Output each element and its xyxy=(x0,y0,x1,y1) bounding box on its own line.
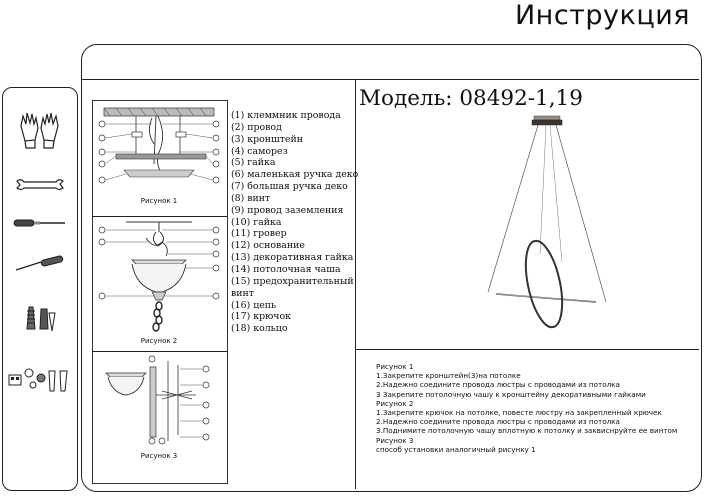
parts-list-item: (14) потолочная чаша xyxy=(231,263,341,275)
parts-list-item: (8) винт xyxy=(231,192,271,204)
tools-panel xyxy=(2,87,78,491)
model-label: Модель: 08492-1,19 xyxy=(359,86,583,111)
parts-list xyxy=(231,110,361,335)
figure-divider-2 xyxy=(92,351,227,352)
instruction-line: 1.Закрепите кронштейн(3)на потолке xyxy=(376,371,521,381)
parts-list-item: (11) гровер xyxy=(231,228,287,240)
figure-1-caption: Рисунок 1 xyxy=(140,197,178,205)
instruction-line: 2.Надежно соедините провода люстры с проводами из потолка xyxy=(376,417,620,427)
figure-3-caption: Рисунок 3 xyxy=(140,452,178,460)
wall-anchor-screws-icon xyxy=(23,303,59,333)
parts-list-item: (10) гайка xyxy=(231,216,282,228)
instruction-line: 1.Закрепите крючок на потолке, повесте люстру на закрепленный крючек xyxy=(376,408,662,418)
parts-list-item: (12) основание xyxy=(231,240,305,252)
right-divider xyxy=(355,349,699,350)
parts-list-item: (1) клеммник провода xyxy=(231,110,341,121)
header-divider xyxy=(82,79,699,80)
parts-list-item: (3) кронштейн xyxy=(231,133,303,145)
parts-list-item: (4) саморез xyxy=(231,145,288,157)
figure-1-drawing xyxy=(96,104,222,196)
test-screwdriver-icon xyxy=(13,256,67,272)
instruction-line: способ установки аналогичный рисунку 1 xyxy=(376,444,536,454)
figure-2-drawing xyxy=(96,220,222,336)
parts-list-item: (5) гайка xyxy=(231,157,276,169)
terminal-block-parts-icon xyxy=(7,363,73,397)
chandelier-illustration xyxy=(470,112,620,334)
figure-2-caption: Рисунок 2 xyxy=(140,337,178,345)
parts-list-item: (7) большая ручка деко xyxy=(231,181,348,193)
parts-list-item: (18) кольцо xyxy=(231,323,288,335)
instruction-line: 3 Закрепите потолочную чашу к кронштейну декоративными гайками xyxy=(376,389,646,399)
instruction-line: Рисунок 1 xyxy=(376,362,414,371)
parts-list-item: (2) провод xyxy=(231,121,282,133)
instruction-line: Рисунок 2 xyxy=(376,398,414,408)
instruction-line: 3.Поднимите потолочную чашу вплотную к потолку и заквиснруйте ее винтом xyxy=(376,426,678,436)
instruction-line: Рисунок 3 xyxy=(376,435,414,445)
parts-list-item: (16) цепь xyxy=(231,299,277,311)
screwdriver-icon xyxy=(13,218,67,228)
figure-divider-1 xyxy=(92,216,227,217)
wrench-icon xyxy=(15,178,65,192)
parts-list-item: (6) маленькая ручка деко xyxy=(231,169,359,181)
gloves-icon xyxy=(17,110,63,150)
page-title: Инструкция xyxy=(514,0,690,31)
parts-list-item: (15) предохранительный xyxy=(231,275,354,287)
parts-list-item: (17) крючок xyxy=(231,311,291,323)
instruction-line: 2.Надежно соедините провода люстры с проводами из потолка xyxy=(376,380,620,390)
parts-list-item: (9) провод заземления xyxy=(231,204,344,216)
figure-3-drawing xyxy=(96,355,222,447)
instructions xyxy=(376,362,677,454)
parts-list-item: винт xyxy=(231,287,254,299)
parts-list-item: (13) декоративная гайка xyxy=(231,252,354,264)
